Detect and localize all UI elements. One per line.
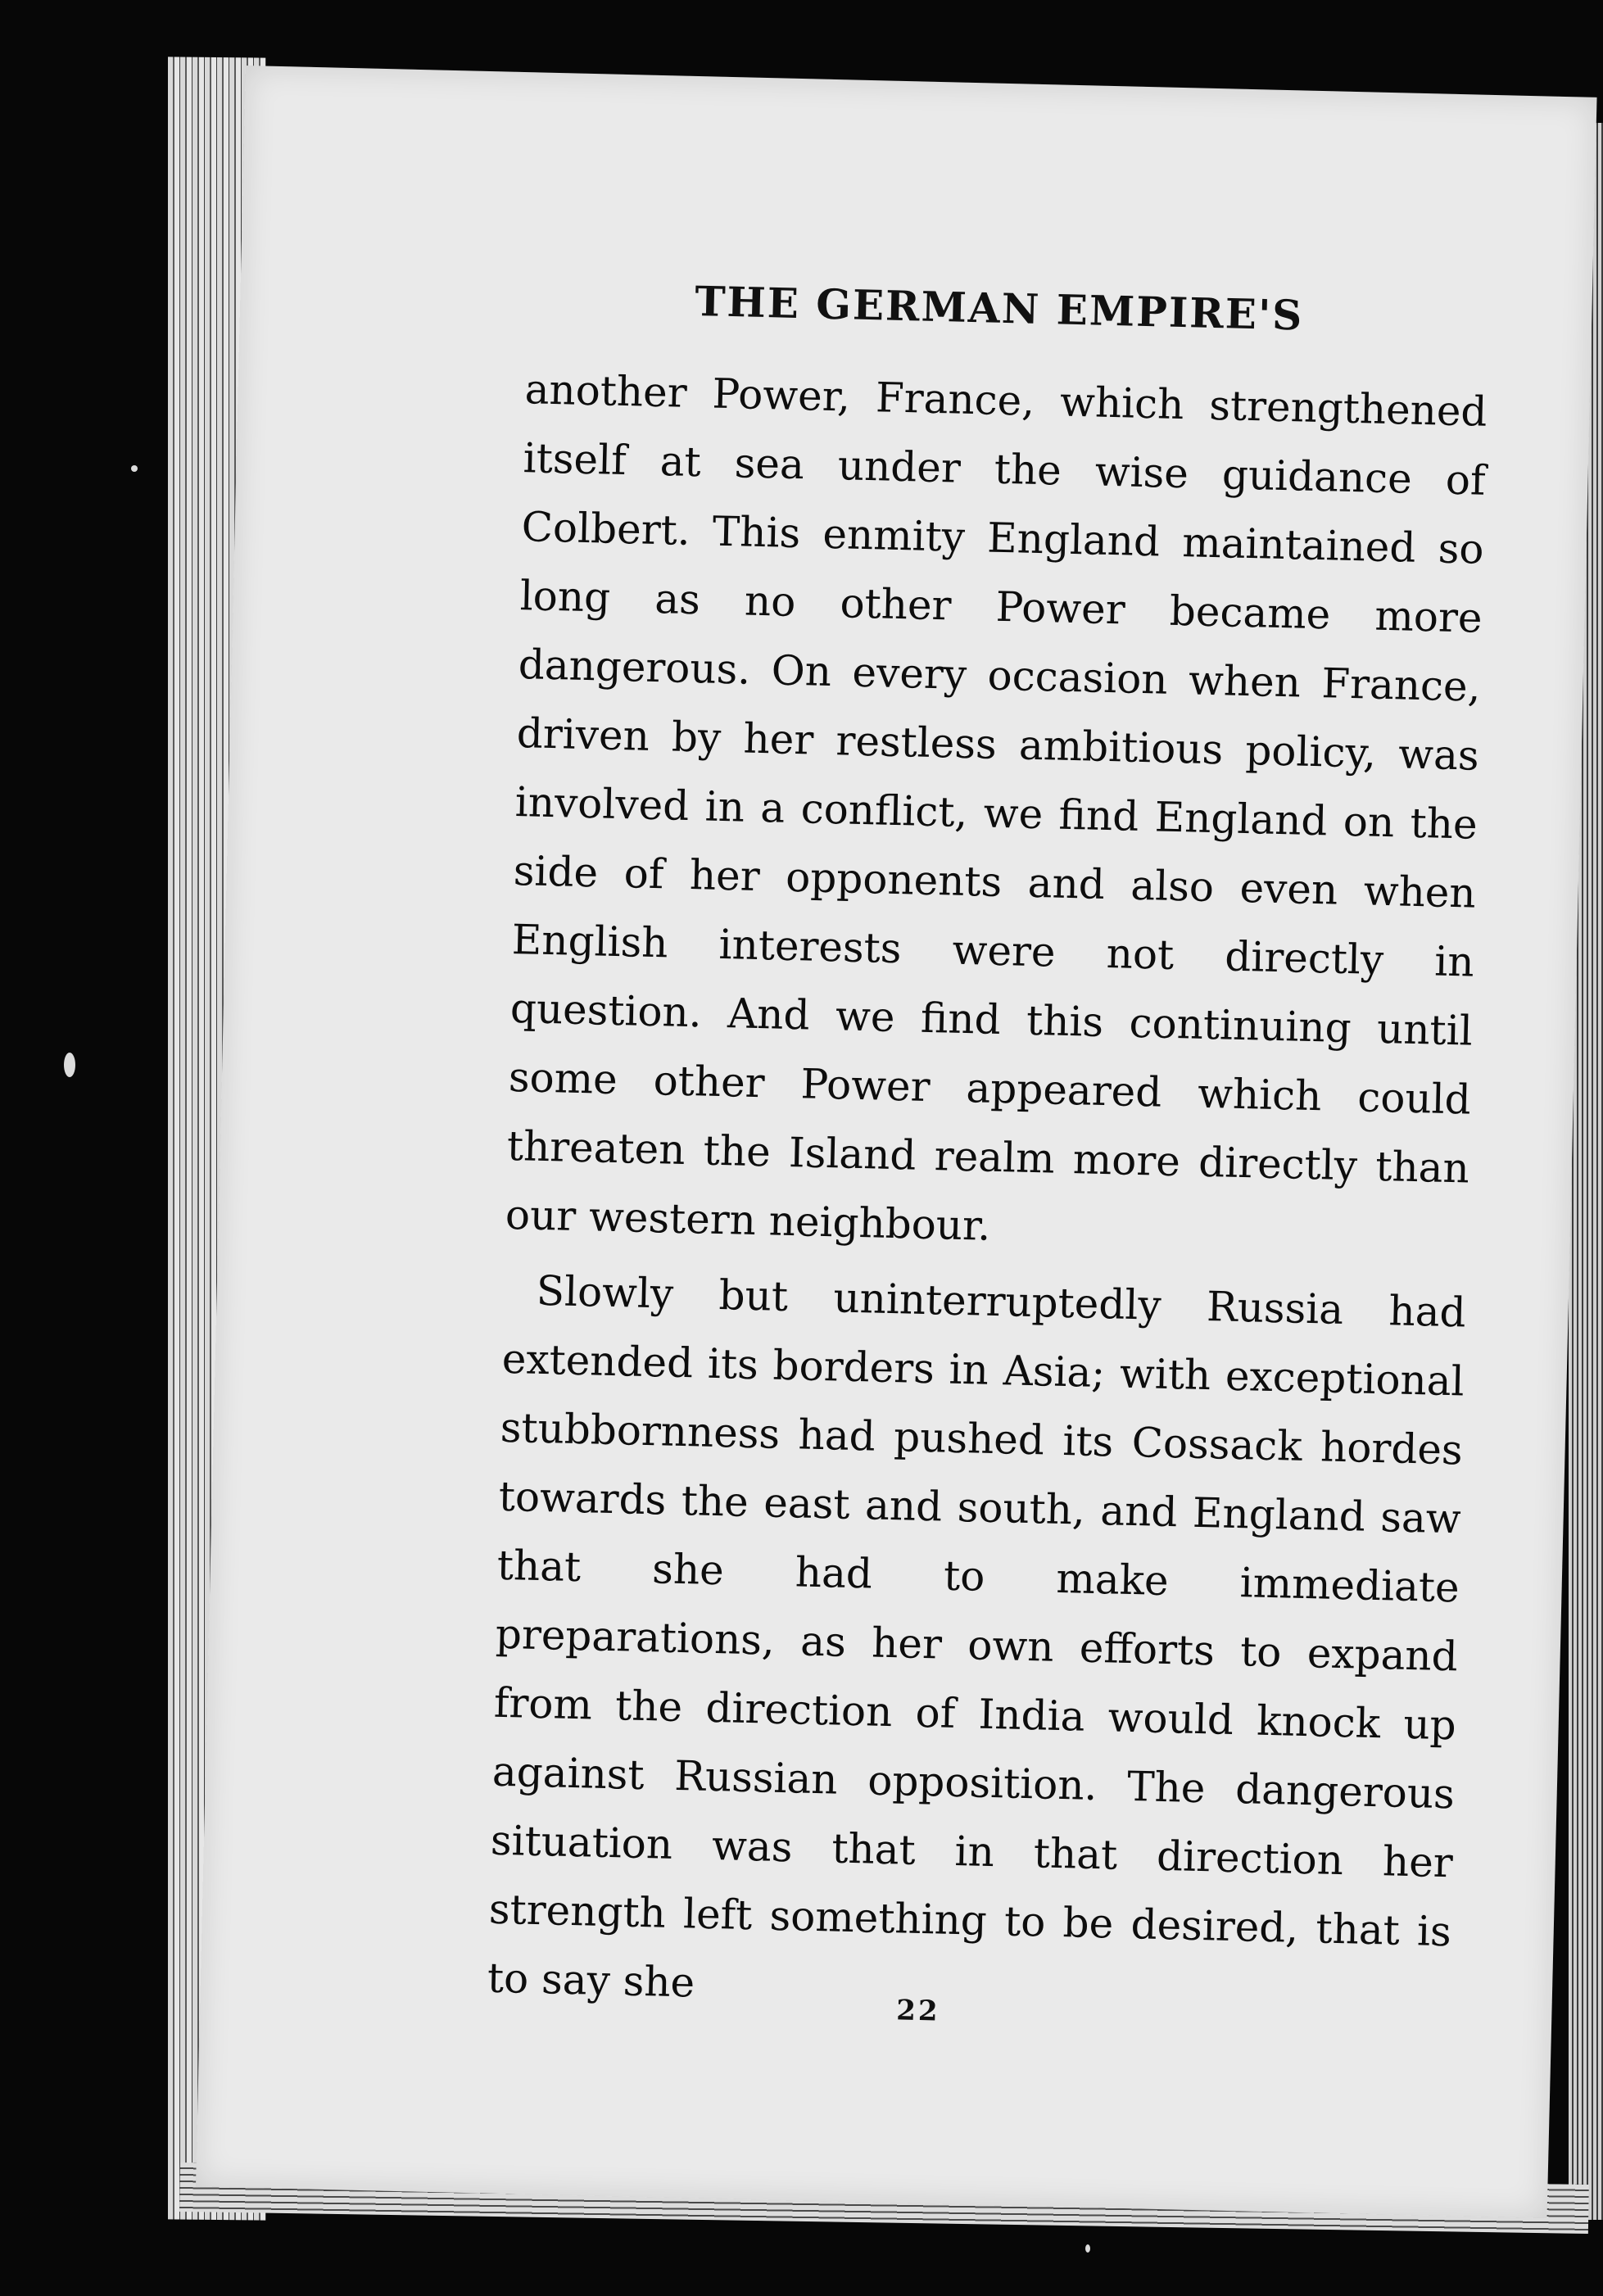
dust-speck: [64, 1053, 75, 1077]
page-number: 22: [895, 1994, 941, 2028]
dust-speck: [1085, 2244, 1090, 2253]
paragraph: Slowly but uninterruptedly Russia had extended its borders in Asia; with exceptional stubbornness had pushed its Cossack hordes towards the east and south, and England saw that she had to make immediate preparations, as her own efforts to expand from the direction of India would knock up against Russian opposition. The dangerous situation was that in that direction her strength left something to be desired, that is to say she: [487, 1266, 1467, 2007]
book-page: [196, 66, 1597, 2218]
paragraph: another Power, France, which strengthened itself at sea under the wise guidance of Colbert. This enmity England maintained so long as no other Power became more dangerous. On every occasion when France, driven by her restless ambitious policy, was involved in a conflict, we find England on the side of her opponents and also even when English interests were not directly in question. And we find this continuing until some other Power appeared which could threaten the Island realm more directly than our western neighbour.: [505, 365, 1488, 1250]
body-text: [487, 355, 1488, 2035]
dust-speck: [131, 465, 138, 472]
running-head: THE GERMAN EMPIRE'S: [694, 277, 1304, 340]
